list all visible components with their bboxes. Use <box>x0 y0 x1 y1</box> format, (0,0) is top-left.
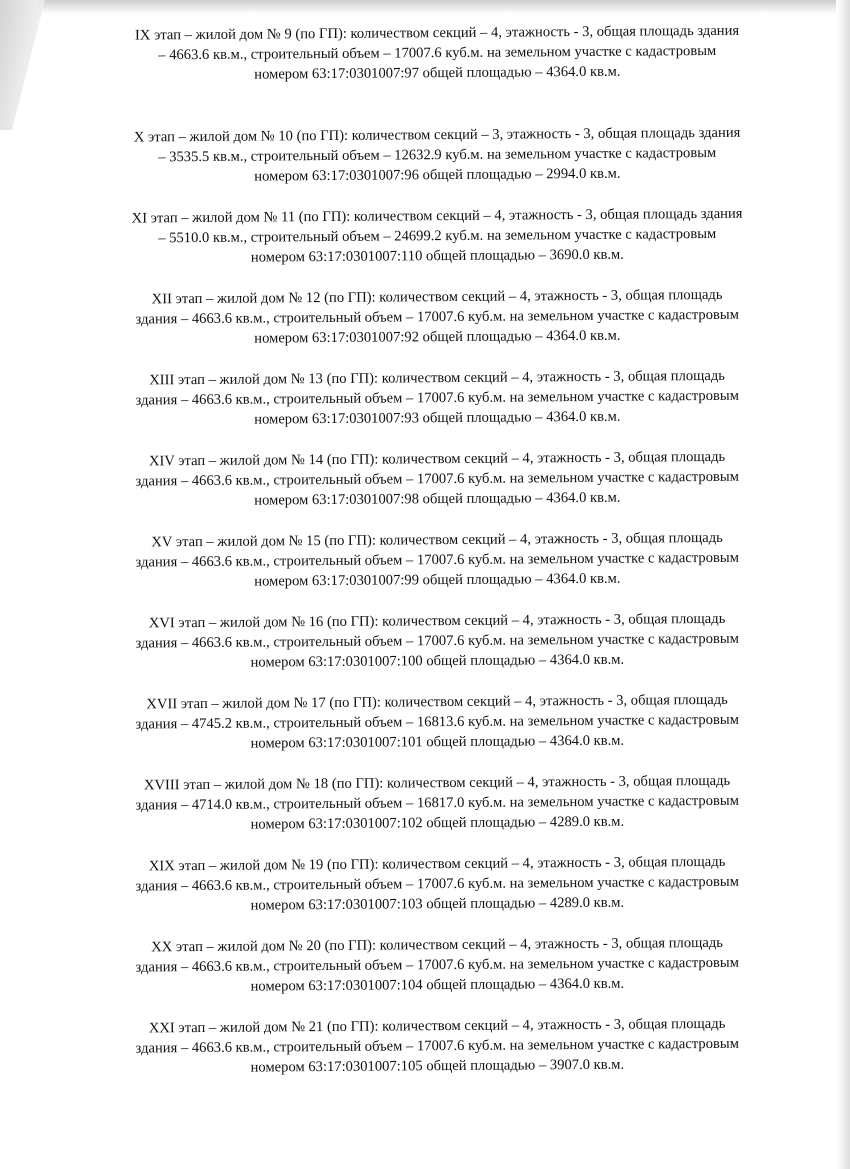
entry-line: XVIII этап – жилой дом № 18 (по ГП): количеством секций – 4, этажность - 3, общая площадь <box>143 772 731 794</box>
entry-line: здания – 4663.6 кв.м., строительный объем – 17007.6 куб.м. на земельном участке с кадастровым <box>135 306 739 328</box>
entry-line: здания – 4745.2 кв.м., строительный объем – 16813.6 куб.м. на земельном участке с кадастровым <box>135 711 739 733</box>
entry-line: номером 63:17:0301007:96 общей площадью – 2994.0 кв.м. <box>254 165 621 185</box>
entry-line: XXI этап – жилой дом № 21 (по ГП): количеством секций – 4, этажность - 3, общая площадь <box>148 1015 726 1037</box>
stage-entry-xi <box>72 203 802 269</box>
entry-line: номером 63:17:0301007:102 общей площадью – 4289.0 кв.м. <box>250 813 625 833</box>
entry-line: IX этап – жилой дом № 9 (по ГП): количеством секций – 4, этажность - 3, общая площадь здания <box>134 22 740 44</box>
entry-line: здания – 4663.6 кв.м., строительный объем – 17007.6 куб.м. на земельном участке с кадастровым <box>135 873 739 895</box>
stage-entry-xii <box>72 284 802 350</box>
entry-line: номером 63:17:0301007:98 общей площадью – 4364.0 кв.м. <box>254 489 621 509</box>
stage-entry-xvii <box>72 689 802 755</box>
stage-entry-xiv <box>72 446 802 512</box>
entry-line: номером 63:17:0301007:92 общей площадью – 4364.0 кв.м. <box>254 327 621 347</box>
stage-entry-xix <box>72 851 802 917</box>
entry-line: XII этап – жилой дом № 12 (по ГП): количеством секций – 4, этажность - 3, общая площадь <box>151 286 723 308</box>
entry-line: здания – 4663.6 кв.м., строительный объем – 17007.6 куб.м. на земельном участке с кадастровым <box>135 549 739 571</box>
stage-entry-xviii <box>72 770 802 836</box>
entry-line: XIII этап – жилой дом № 13 (по ГП): количеством секций – 4, этажность - 3, общая площадь <box>149 367 725 389</box>
stage-entry-x <box>72 122 802 188</box>
entry-line: номером 63:17:0301007:103 общей площадью – 4289.0 кв.м. <box>250 894 625 914</box>
entry-line: XIV этап – жилой дом № 14 (по ГП): количеством секций – 4, этажность - 3, общая площадь <box>148 448 726 470</box>
stage-entry-ix <box>72 20 802 86</box>
entry-line: номером 63:17:0301007:110 общей площадью – 3690.0 кв.м. <box>250 246 624 266</box>
stage-entry-xiii <box>72 365 802 431</box>
entry-line: X этап – жилой дом № 10 (по ГП): количеством секций – 3, этажность - 3, общая площадь здания <box>133 124 741 146</box>
entry-line: номером 63:17:0301007:104 общей площадью – 4364.0 кв.м. <box>250 975 625 995</box>
entry-line: XVII этап – жилой дом № 17 (по ГП): количеством секций – 4, этажность - 3, общая площадь <box>146 691 728 713</box>
entry-line: номером 63:17:0301007:105 общей площадью – 3907.0 кв.м. <box>250 1056 625 1076</box>
entry-line: здания – 4663.6 кв.м., строительный объем – 17007.6 куб.м. на земельном участке с кадастровым <box>135 954 739 976</box>
spacer <box>72 86 802 128</box>
entry-line: – 5510.0 кв.м., строительный объем – 24699.2 куб.м. на земельном участке с кадастровым <box>158 225 717 247</box>
stage-entry-xxi <box>72 1013 802 1079</box>
stage-entry-xv <box>72 527 802 593</box>
entry-line: номером 63:17:0301007:100 общей площадью – 4364.0 кв.м. <box>250 651 625 671</box>
entry-line: XX этап – жилой дом № 20 (по ГП): количеством секций – 4, этажность - 3, общая площадь <box>151 934 723 956</box>
document-page <box>72 22 802 1079</box>
entry-line: XIX этап – жилой дом № 19 (по ГП): количеством секций – 4, этажность - 3, общая площадь <box>148 853 726 875</box>
entry-line: здания – 4714.0 кв.м., строительный объем – 16817.0 куб.м. на земельном участке с кадастровым <box>135 792 739 814</box>
stage-entry-xx <box>72 932 802 998</box>
entry-line: – 3535.5 кв.м., строительный объем – 12632.9 куб.м. на земельном участке с кадастровым <box>158 144 717 166</box>
scan-fold-shadow <box>0 0 80 130</box>
scan-edge-right <box>836 0 850 1169</box>
entry-line: номером 63:17:0301007:93 общей площадью – 4364.0 кв.м. <box>254 408 621 428</box>
entry-line: – 4663.6 кв.м., строительный объем – 17007.6 куб.м. на земельном участке с кадастровым <box>158 42 717 64</box>
scan-edge-top <box>0 0 850 14</box>
entry-line: номером 63:17:0301007:101 общей площадью – 4364.0 кв.м. <box>250 732 625 752</box>
entry-line: номером 63:17:0301007:99 общей площадью – 4364.0 кв.м. <box>254 570 621 590</box>
entry-line: здания – 4663.6 кв.м., строительный объем – 17007.6 куб.м. на земельном участке с кадастровым <box>135 387 739 409</box>
entry-line: XI этап – жилой дом № 11 (по ГП): количеством секций – 4, этажность - 3, общая площадь здания <box>131 205 743 227</box>
entry-line: XV этап – жилой дом № 15 (по ГП): количеством секций – 4, этажность - 3, общая площадь <box>151 529 723 551</box>
stage-entry-xvi <box>72 608 802 674</box>
entry-line: здания – 4663.6 кв.м., строительный объем – 17007.6 куб.м. на земельном участке с кадастровым <box>135 468 739 490</box>
entry-line: номером 63:17:0301007:97 общей площадью – 4364.0 кв.м. <box>254 63 621 83</box>
entry-line: XVI этап – жилой дом № 16 (по ГП): количеством секций – 4, этажность - 3, общая площадь <box>148 610 726 632</box>
entry-line: здания – 4663.6 кв.м., строительный объем – 17007.6 куб.м. на земельном участке с кадастровым <box>135 1035 739 1057</box>
entry-line: здания – 4663.6 кв.м., строительный объем – 17007.6 куб.м. на земельном участке с кадастровым <box>135 630 739 652</box>
